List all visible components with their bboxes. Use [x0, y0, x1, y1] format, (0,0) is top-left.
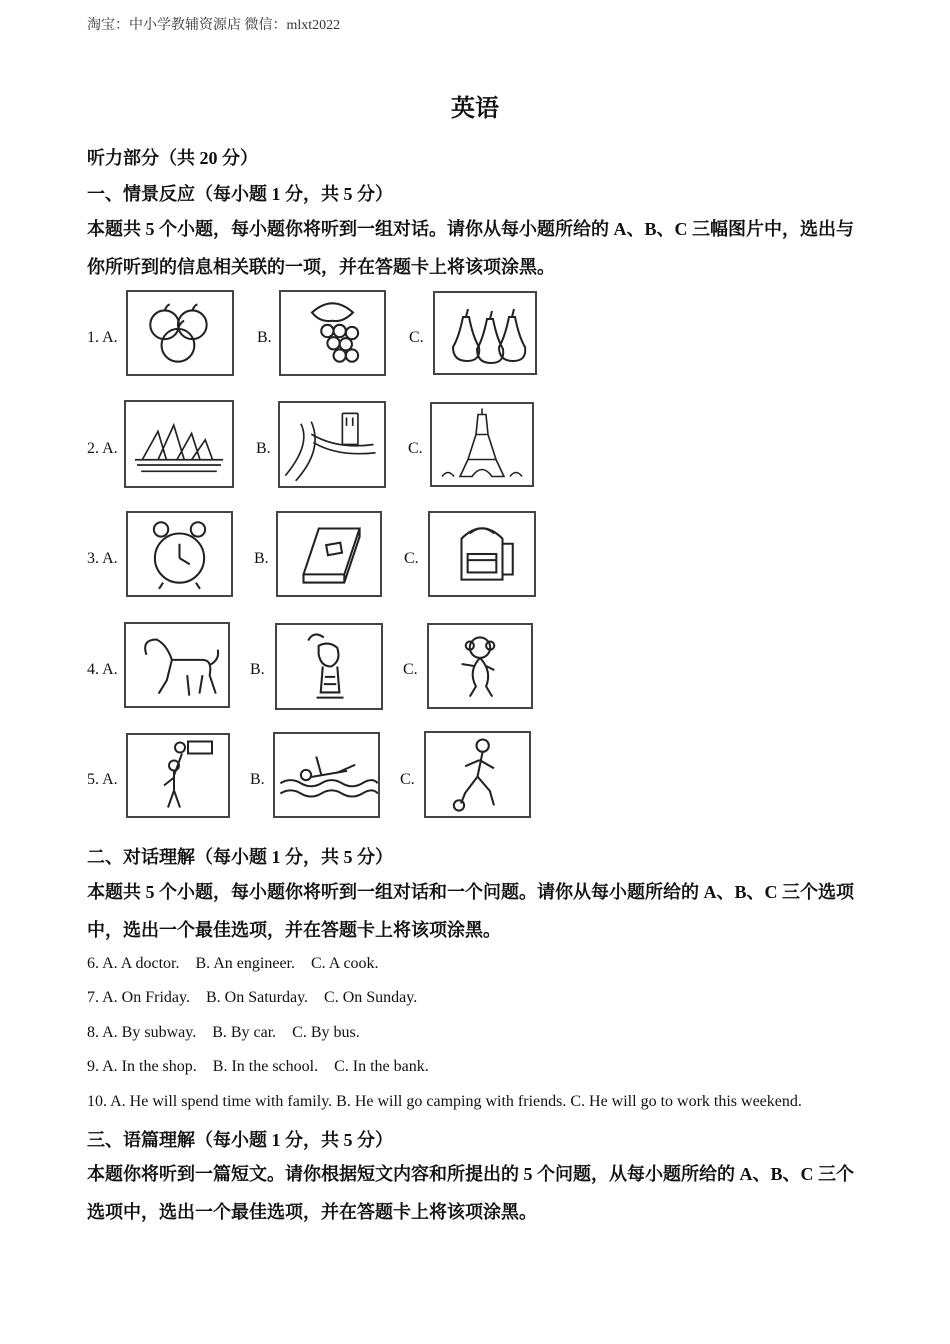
q1-label-b: B. — [257, 329, 272, 346]
great-wall-icon[interactable] — [278, 401, 386, 488]
alarm-clock-icon[interactable] — [126, 511, 233, 597]
pears-icon[interactable] — [433, 291, 537, 375]
backpack-icon[interactable] — [428, 511, 536, 597]
basketball-player-icon[interactable] — [126, 733, 230, 818]
grapes-icon[interactable] — [279, 290, 386, 376]
page-title: 英语 — [451, 96, 499, 122]
section3-instructions: 本题你将听到一篇短文。请你根据短文内容和所提出的 5 个问题，从每小题所给的 A、B、C 三个选项中，选出一个最佳选项，并在答题卡上将该项涂黑。 — [87, 1164, 854, 1222]
q5-label-a: 5. A. — [87, 771, 118, 788]
book-icon[interactable] — [276, 511, 382, 597]
q4-label-a: 4. A. — [87, 661, 118, 678]
question-6: 6. A. A doctor. B. An engineer. C. A cook. — [87, 955, 379, 972]
eiffel-tower-icon[interactable] — [430, 402, 534, 487]
section2-heading: 二、对话理解（每小题 1 分，共 5 分） — [87, 847, 393, 867]
opera-house-icon[interactable] — [124, 400, 234, 488]
q5-label-b: B. — [250, 771, 265, 788]
swimmer-icon[interactable] — [273, 732, 380, 818]
question-7: 7. A. On Friday. B. On Saturday. C. On Sunday. — [87, 989, 418, 1006]
question-9: 9. A. In the shop. B. In the school. C. In the bank. — [87, 1058, 429, 1075]
q3-label-b: B. — [254, 550, 269, 567]
section1-instructions: 本题共 5 个小题，每小题你将听到一组对话。请你从每小题所给的 A、B、C 三幅图片中，选出与你所听到的信息相关联的一项，并在答题卡上将该项涂黑。 — [87, 219, 854, 277]
q4-label-c: C. — [403, 661, 418, 678]
q3-label-c: C. — [404, 550, 419, 567]
q1-label-c: C. — [409, 329, 424, 346]
q2-label-a: 2. A. — [87, 440, 118, 457]
section1-heading: 一、情景反应（每小题 1 分，共 5 分） — [87, 184, 393, 204]
q2-label-c: C. — [408, 440, 423, 457]
horse-icon[interactable] — [124, 622, 230, 708]
section2-instructions: 本题共 5 个小题，每小题你将听到一组对话和一个问题。请你从每小题所给的 A、B、C 三个选项中，选出一个最佳选项，并在答题卡上将该项涂黑。 — [87, 882, 854, 940]
question-10: 10. A. He will spend time with family. B. He will go camping with friends. C. He will go to work this weekend. — [87, 1093, 802, 1110]
q1-label-a: 1. A. — [87, 329, 118, 346]
q3-label-a: 3. A. — [87, 550, 118, 567]
soccer-player-icon[interactable] — [424, 731, 531, 818]
section3-heading: 三、语篇理解（每小题 1 分，共 5 分） — [87, 1130, 393, 1150]
q5-label-c: C. — [400, 771, 415, 788]
apples-icon[interactable] — [126, 290, 234, 376]
listening-heading: 听力部分（共 20 分） — [87, 148, 258, 168]
monkey-icon[interactable] — [427, 623, 533, 709]
tiger-icon[interactable] — [275, 623, 383, 710]
page-header: 淘宝：中小学教辅资源店 微信：mlxt2022 — [87, 18, 341, 33]
q4-label-b: B. — [250, 661, 265, 678]
question-8: 8. A. By subway. B. By car. C. By bus. — [87, 1024, 360, 1041]
q2-label-b: B. — [256, 440, 271, 457]
